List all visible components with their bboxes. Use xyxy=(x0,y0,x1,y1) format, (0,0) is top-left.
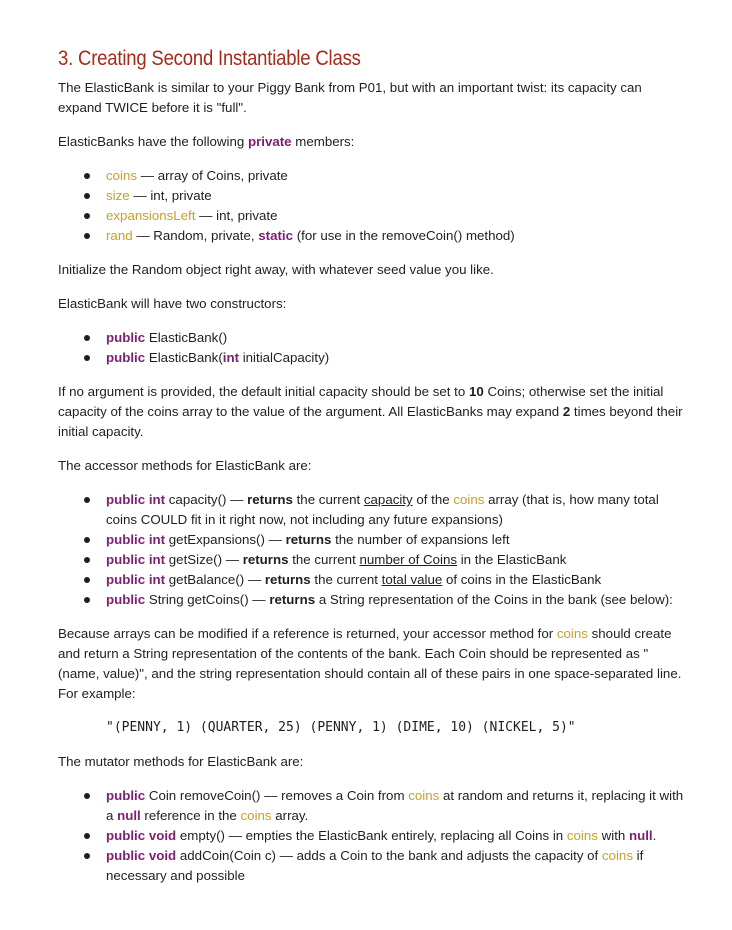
list-item: public int getExpansions() — returns the number of expansions left xyxy=(58,530,688,550)
section-title: 3. Creating Second Instantiable Class xyxy=(58,47,361,70)
intro-paragraph: The ElasticBank is similar to your Piggy Bank from P01, but with an important twist: its capacity can expand TWICE before it is "full". xyxy=(58,80,642,115)
constructors-list xyxy=(58,328,688,368)
list-item: public ElasticBank() xyxy=(58,328,688,348)
list-item: public int getSize() — returns the current number of Coins in the ElasticBank xyxy=(58,550,688,570)
list-item: public int capacity() — returns the current capacity of the coins array (that is, how many total coins COULD fit in it right now, not including any future expansions) xyxy=(58,490,688,530)
init-random-paragraph: Initialize the Random object right away, with whatever seed value you like. xyxy=(58,262,494,277)
constructors-lead: ElasticBank will have two constructors: xyxy=(58,296,287,311)
list-item: public void empty() — empties the ElasticBank entirely, replacing all Coins in coins with null. xyxy=(58,826,688,846)
list-item: public int getBalance() — returns the current total value of coins in the ElasticBank xyxy=(58,570,688,590)
list-item: rand — Random, private, static (for use in the removeCoin() method) xyxy=(58,226,688,246)
list-item: public ElasticBank(int initialCapacity) xyxy=(58,348,688,368)
capacity-paragraph: If no argument is provided, the default initial capacity should be set to 10 Coins; otherwise set the initial capacity of the coins array to the value of the argument. All ElasticBanks may expand 2 times beyond their initial capacity. xyxy=(58,384,683,439)
code-example: "(PENNY, 1) (QUARTER, 25) (PENNY, 1) (DIME, 10) (NICKEL, 5)" xyxy=(106,720,576,735)
list-item: public Coin removeCoin() — removes a Coin from coins at random and returns it, replacing it with a null reference in the coins array. xyxy=(58,786,688,826)
accessors-list xyxy=(58,490,688,610)
document-page xyxy=(58,46,688,886)
list-item: expansionsLeft — int, private xyxy=(58,206,688,226)
mutators-list xyxy=(58,786,688,886)
list-item: coins — array of Coins, private xyxy=(58,166,688,186)
arrays-paragraph: Because arrays can be modified if a reference is returned, your accessor method for coins should create and return a String representation of the contents of the bank. Each Coin should be represented as "(name, value)", and the string representation should contain all of these pairs in one space-separated line. For example: xyxy=(58,626,682,701)
list-item: public String getCoins() — returns a String representation of the Coins in the bank (see below): xyxy=(58,590,688,610)
list-item: size — int, private xyxy=(58,186,688,206)
members-lead: ElasticBanks have the following private members: xyxy=(58,134,355,149)
mutators-lead: The mutator methods for ElasticBank are: xyxy=(58,754,304,769)
accessors-lead: The accessor methods for ElasticBank are: xyxy=(58,458,312,473)
list-item: public void addCoin(Coin c) — adds a Coin to the bank and adjusts the capacity of coins if necessary and possible xyxy=(58,846,688,886)
members-list xyxy=(58,166,688,246)
